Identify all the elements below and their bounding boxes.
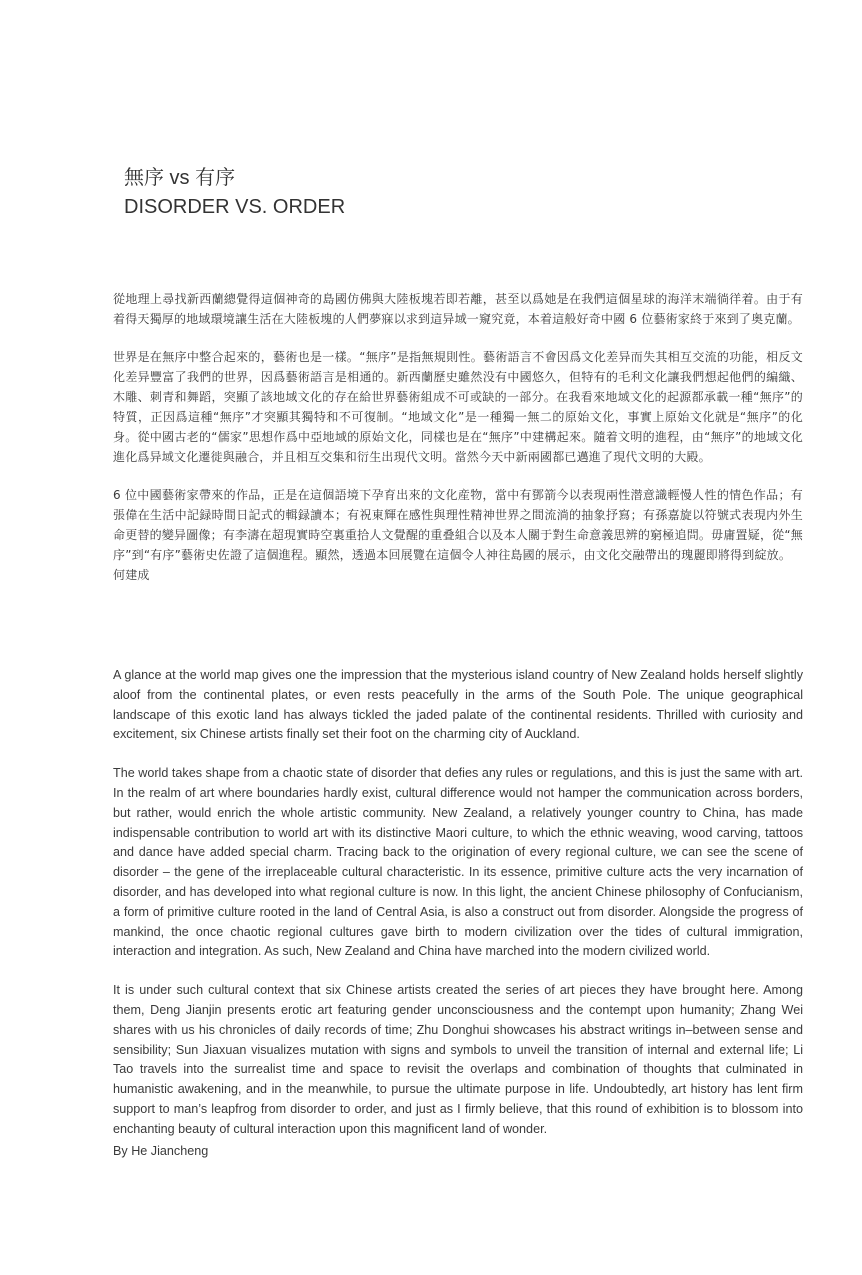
chinese-paragraph-2: 世界是在無序中整合起來的，藝術也是一樣。“無序”是指無規則性。藝術語言不會因爲文化差异而失其相互交流的功能，相反文化差异豐富了我們的世界，因爲藝術語言是相通的。新西蘭歷史雖然没有中國悠久，但特有的毛利文化讓我們想起他們的編織、木雕、刺青和舞蹈，突顯了該地域文化的存在給世界藝術組成不可或缺的一部分。在我看來地域文化的起源都承載一種“無序”的特質，正因爲這種“無序”才突顯其獨特和不可復制。“地域文化”是一種獨一無二的原始文化，事實上原始文化就是“無序”的化身。從中國古老的“儒家”思想作爲中亞地域的原始文化，同樣也是在“無序”中建構起來。隨着文明的進程，由“無序”的地域文化進化爲异域文化遷徙與融合，并且相互交集和衍生出現代文明。當然今天中新兩國都已邁進了現代文明的大殿。: [113, 350, 803, 464]
english-signature: By He Jiancheng: [113, 1143, 209, 1158]
page-title-english: DISORDER VS. ORDER: [124, 196, 346, 218]
chinese-paragraph-3: 6 位中國藝術家帶來的作品，正是在這個語境下孕育出來的文化産物，當中有鄧箭今以表現兩性潜意識輕慢人性的情色作品；有張偉在生活中記録時間日記式的輯録讀本；有祝東輝在感性與理性精神世界之間流淌的抽象抒寫；有孫嘉旋以符號式表現内外生命更替的變异圖像；有李濤在超現實時空裏重拾人文覺醒的重叠組合以及本人關于對生命意義思辨的窮極追問。毋庸置疑，從“無序”到“有序”藝術史佐證了這個進程。顯然，透過本回展覽在這個令人神往島國的展示，由文化交融帶出的瑰麗即將得到綻放。: [113, 488, 803, 562]
english-paragraph-1: A glance at the world map gives one the impression that the mysterious island country of New Zealand holds herself slightly aloof from the continental plates, or even rests peacefully in the arms of the South Pole. The unique geographical landscape of this exotic land has always tickled the jaded palate of the continental residents. Thrilled with curiosity and excitement, six Chinese artists finally set their foot on the charming city of Auckland.: [113, 668, 803, 742]
english-article: [113, 666, 803, 1180]
chinese-paragraph-1: 從地理上尋找新西蘭總覺得這個神奇的島國仿佛與大陸板塊若即若離，甚至以爲她是在我們這個星球的海洋末端徜徉着。由于有着得天獨厚的地域環境讓生活在大陸板塊的人們夢寐以求到這异域一窺究竟，本着這般好奇中國 6 位藝術家終于來到了奥克蘭。: [113, 292, 803, 326]
page-title-chinese: 無序 vs 有序: [124, 167, 236, 189]
english-paragraph-3: It is under such cultural context that six Chinese artists created the series of art pieces they have brought here. Among them, Deng Jianjin presents erotic art featuring gender unconsciousness and the contempt upon humanity; Zhang Wei shares with us his chronicles of daily records of time; Zhu Donghui showcases his abstract writings in–between sense and sensibility; Sun Jiaxuan visualizes mutation with signs and symbols to unveil the transition of internal and external life; Li Tao travels into the surrealist time and space to revisit the overlaps and combination of thoughts that culminated in humanistic awakening, and in the meanwhile, to pursue the ultimate purpose in life. Undoubtedly, art history has lent firm support to man’s leapfrog from disorder to order, and just as I firmly believe, that this round of exhibition is to blossom into enchanting beauty of cultural interaction upon this magnificent land of wonder.: [113, 983, 803, 1136]
english-paragraph-2: The world takes shape from a chaotic state of disorder that defies any rules or regulations, and this is just the same with art. In the realm of art where boundaries hardly exist, cultural difference would not hamper the communication across borders, but rather, would enrich the whole artistic community. New Zealand, a relatively younger country to China, has made indispensable contribution to world art with its distinctive Maori culture, to which the ethnic weaving, wood carving, tattoos and dance have added special charm. Tracing back to the origination of every regional culture, we can see the scene of disorder – the gene of the irreplaceable cultural characteristic. In its essence, primitive culture acts the very incarnation of disorder, and has developed into what regional culture is now. In this light, the ancient Chinese philosophy of Confucianism, a form of primitive culture rooted in the land of Central Asia, is also a construct out from disorder. Alongside the progress of mankind, the once chaotic regional cultures gave birth to modern civilization over the tides of cultural immigration, interaction and integration. As such, New Zealand and China have marched into the modern civilized world.: [113, 766, 803, 959]
chinese-article: [113, 289, 803, 603]
chinese-signature: 何建成: [113, 568, 150, 582]
title-block: [124, 164, 764, 222]
